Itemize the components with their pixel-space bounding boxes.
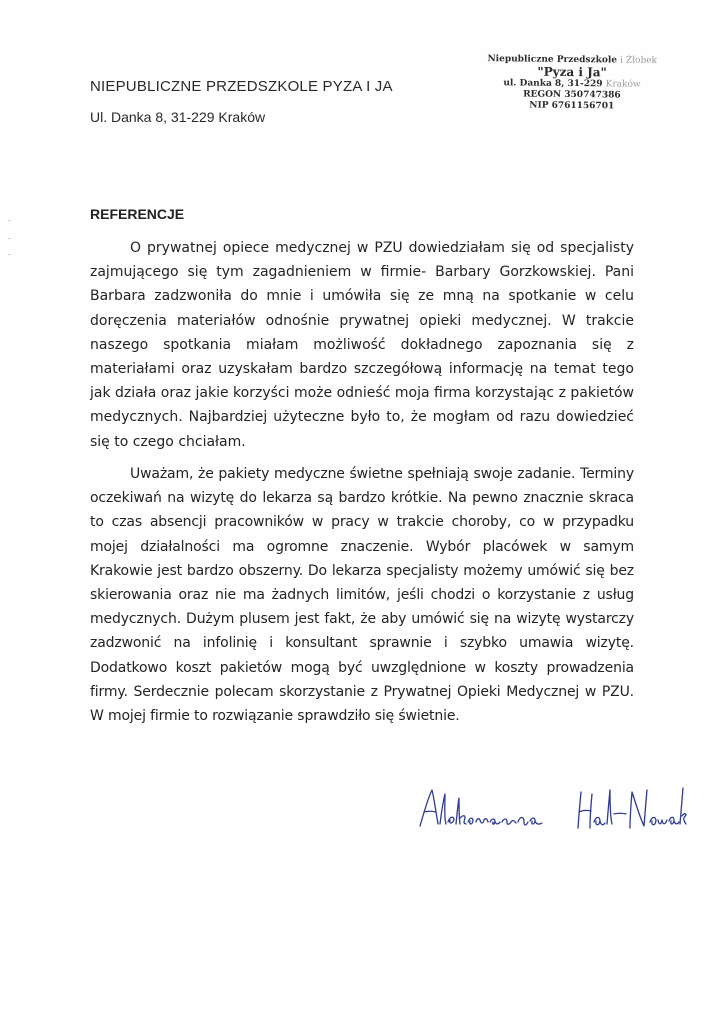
letter-title: REFERENCJE xyxy=(90,206,185,222)
stamp-line-address xyxy=(482,78,662,91)
stamp-line-nip: NIP 6761156701 xyxy=(529,100,615,112)
stamp-line-address-main: ul. Danka 8, 31-229 xyxy=(503,78,603,90)
margin-mark xyxy=(8,254,11,255)
stamp-line-address-faded: Kraków xyxy=(605,79,641,90)
margin-mark xyxy=(8,238,11,239)
handwritten-signature xyxy=(418,778,688,850)
stamp-line-regon: REGON 350747386 xyxy=(523,89,621,101)
paragraph-1: O prywatnej opiece medycznej w PZU dowiedziałam się od specjalisty zajmującego się tym zagadnieniem w firmie- Barbary Gorzkowskiej. Pani Barbara zadzwoniła do mnie i umówiła się ze mną na spotkanie w celu doręczenia materiałów odnośnie prywatnej opieki medycznej. W trakcie naszego spotkania miałam możliwość dokładnego zapoznania się z materiałami oraz uzyskałam bardzo szczegółową informację na temat tego jak działa oraz jakie korzyści może odnieść moja firma korzystając z pakietów medycznych. Najbardziej użyteczne było to, że mogłam od razu dowiedzieć się to czego chciałam. xyxy=(90,240,634,450)
sender-address: Ul. Danka 8, 31-229 Kraków xyxy=(90,109,266,125)
stamp-line-name-faded: i Żłobek xyxy=(620,55,658,66)
stamp-line-name-main: Niepubliczne Przedszkole xyxy=(487,54,618,66)
company-stamp xyxy=(482,54,663,113)
paragraph-2: Uważam, że pakiety medyczne świetne spełniają swoje zadanie. Terminy oczekiwań na wizytę do lekarza są bardzo krótkie. Na pewno znacznie skraca to czas absencji pracowników w pracy w trakcie choroby, co w przypadku mojej działalności ma ogromne znaczenie. Wybór placówek w samym Krakowie jest bardzo obszerny. Do lekarza specjalisty możemy umówić się bez skierowania oraz nie ma żadnych limitów, jeśli chodzi o korzystanie z usług medycznych. Dużym plusem jest fakt, że aby umówić się na wizytę wystarczy zadzwonić na infolinię i konsultant sprawnie i szybko umawia wizytę. Dodatkowo koszt pakietów mogą być uwzględnione w koszty prowadzenia firmy. Serdecznie polecam skorzystanie z Prywatnej Opieki Medycznej w PZU. W mojej firmie to rozwiązanie sprawdziło się świetnie. xyxy=(90,466,634,725)
sender-name: NIEPUBLICZNE PRZEDSZKOLE PYZA I JA xyxy=(90,78,393,95)
margin-mark xyxy=(8,220,11,221)
stamp-line-brand: "Pyza i Ja" xyxy=(537,64,607,80)
